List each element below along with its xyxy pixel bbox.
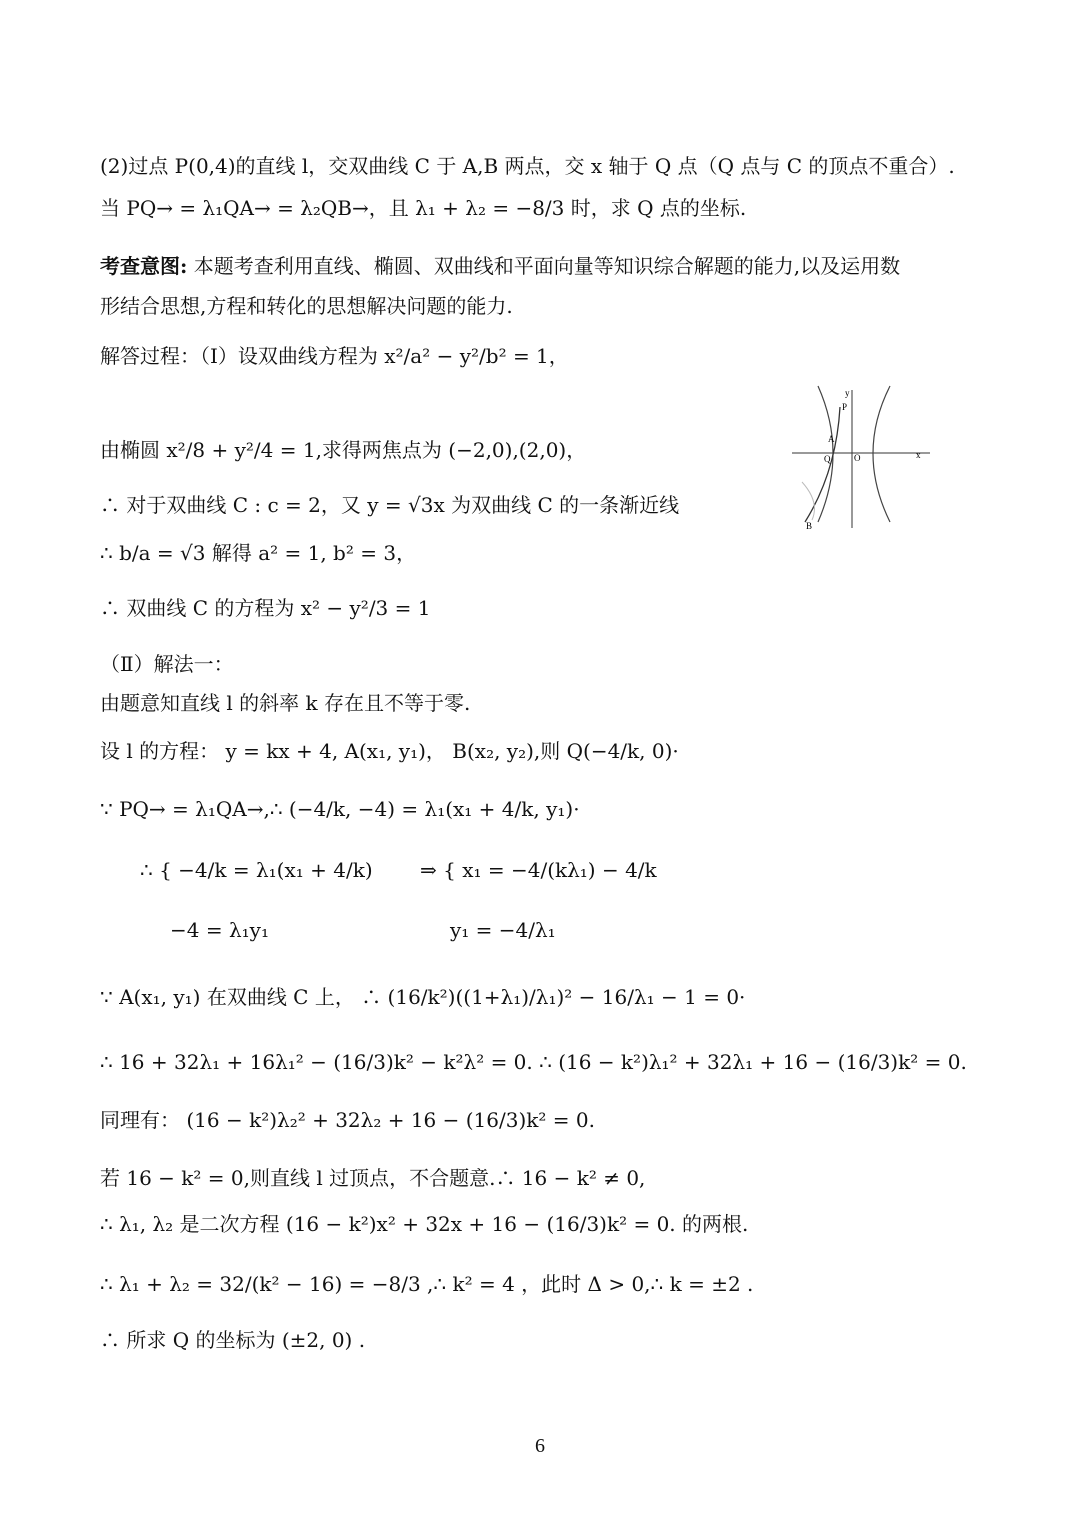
hyperbola-figure [790,382,940,532]
label-q: Q [824,454,831,464]
hyperbola-equation-line: ∴ 双曲线 C 的方程为 x² − y²/3 = 1 [100,596,431,620]
ellipse-foci-line: 由椭圆 x²/8 + y²/4 = 1,求得两焦点为 (−2,0),(2,0)， [100,438,587,462]
vector-relation-line: ∵ PQ→ = λ₁QA→,∴ (−4/k, −4) = λ₁(x₁ + 4/k, y₁)· [100,797,580,821]
asymptote-line: ∴ 对于双曲线 C : c = 2，又 y = √3x 为双曲线 C 的一条渐近线 [100,493,680,517]
answer-line: ∴ 所求 Q 的坐标为 (±2, 0) . [100,1328,366,1352]
faint-arc [802,482,814,520]
system-right-eq1: ⇒ { x₁ = −4/(kλ₁) − 4/k [420,858,657,882]
label-b: B [806,521,813,531]
label-o: O [854,453,861,463]
sum-line: ∴ λ₁ + λ₂ = 32/(k² − 16) = −8/3 ,∴ k² = 4 ，此时 Δ > 0,∴ k = ±2 . [100,1272,754,1296]
solve-ab-line: ∴ b/a = √3 解得 a² = 1, b² = 3， [100,541,417,565]
right-branch [873,386,890,522]
label-y: y [845,388,850,398]
vertex-case-line: 若 16 − k² = 0,则直线 l 过顶点，不合题意.∴ 16 − k² ≠ 0, [100,1166,646,1190]
intent-line-2: 形结合思想,方程和转化的思想解决问题的能力. [100,294,513,318]
roots-line: ∴ λ₁, λ₂ 是二次方程 (16 − k²)x² + 32x + 16 − (16/3)k² = 0. 的两根. [100,1212,749,1236]
line-equation: 设 l 的方程： y = kx + 4, A(x₁, y₁)， B(x₂, y₂),则 Q(−4/k, 0)· [100,739,679,763]
page-number: 6 [535,1435,545,1457]
problem-line-2: 当 PQ→ = λ₁QA→ = λ₂QB→，且 λ₁ + λ₂ = −8/3 时，求 Q 点的坐标. [100,196,747,220]
intent-text: 本题考查利用直线、椭圆、双曲线和平面向量等知识综合解题的能力,以及运用数 [193,254,901,278]
label-a: A [828,434,835,444]
label-x: x [916,450,921,460]
expanded-equation-line: ∴ 16 + 32λ₁ + 16λ₁² − (16/3)k² − k²λ² = 0. ∴ (16 − k²)λ₁² + 32λ₁ + 16 − (16/3)k² = 0. [100,1050,967,1074]
line-l [805,407,840,522]
system-right-eq2: y₁ = −4/λ₁ [450,918,556,942]
system-left-eq2: −4 = λ₁y₁ [170,918,269,942]
system-left-eq1: ∴ { −4/k = λ₁(x₁ + 4/k) [140,858,373,882]
similarly-line: 同理有： (16 − k²)λ₂² + 32λ₂ + 16 − (16/3)k² = 0. [100,1108,595,1132]
label-p: P [842,402,848,412]
intent-label: 考查意图: [100,254,188,278]
intent-heading-line [100,254,900,278]
slope-line: 由题意知直线 l 的斜率 k 存在且不等于零. [100,691,471,715]
part2-heading: （Ⅱ）解法一： [100,652,234,676]
problem-line-1: (2)过点 P(0,4)的直线 l，交双曲线 C 于 A,B 两点，交 x 轴于 Q 点（Q 点与 C 的顶点不重合）. [100,154,955,178]
point-on-curve-line: ∵ A(x₁, y₁) 在双曲线 C 上， ∴ (16/k²)((1+λ₁)/λ₁)² − 16/λ₁ − 1 = 0· [100,985,746,1009]
solution-intro: 解答过程：（Ⅰ）设双曲线方程为 x²/a² − y²/b² = 1， [100,344,569,368]
